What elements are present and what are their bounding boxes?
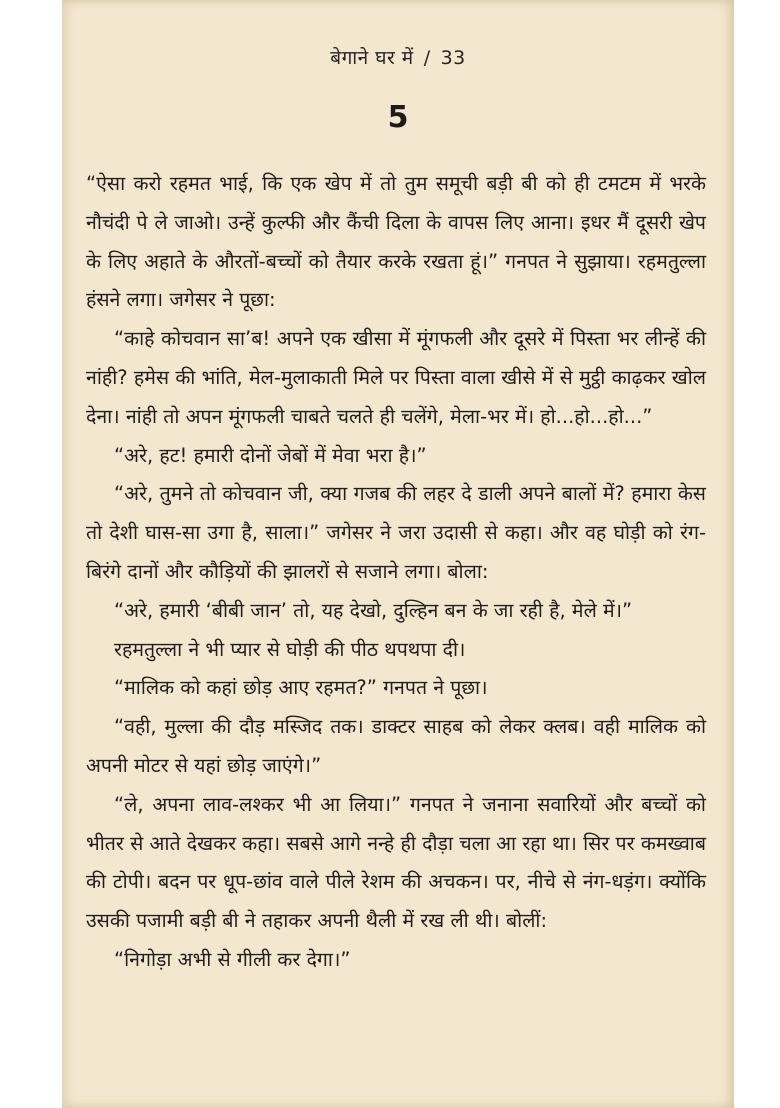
- page-number: 33: [440, 47, 466, 69]
- body-text: [86, 165, 706, 980]
- paragraph: “मालिक को कहां छोड़ आए रहमत?” गनपत ने पूछा।: [114, 676, 488, 700]
- header-separator: /: [423, 47, 431, 69]
- paragraph: रहमतुल्ला ने भी प्यार से घोड़ी की पीठ थपथपा दी।: [114, 637, 466, 661]
- book-title: बेगाने घर में: [330, 47, 414, 69]
- paragraph: “अरे, हट! हमारी दोनों जेबों में मेवा भरा है।”: [114, 443, 427, 467]
- chapter-number: 5: [387, 100, 409, 135]
- paragraph: “वही, मुल्ला की दौड़ मस्जिद तक। डाक्टर साहब को लेकर क्लब। वही मालिक को अपनी मोटर से यहां छोड़ जाएंगे।”: [86, 715, 706, 777]
- paragraph: “अरे, हमारी ‘बीबी जान’ तो, यह देखो, दुल्हिन बन के जा रही है, मेले में।”: [114, 598, 633, 622]
- paragraph: “ऐसा करो रहमत भाई, कि एक खेप में तो तुम समूची बड़ी बी को ही टमटम में भरके नौचंदी पे ले जाओ। उन्हें कुल्फी और कैंची दिला के वापस लिए आना। इधर मैं दूसरी खेप के लिए अहाते के औरतों-बच्चों को तैयार करके रखता हूं।” गनपत ने सुझाया। रहमतुल्ला हंसने लगा। जगेसर ने पूछा:: [86, 172, 706, 312]
- paragraph: “काहे कोचवान सा’ब! अपने एक खीसा में मूंगफली और दूसरे में पिस्ता भर लीन्हें की नांही? हमेस की भांति, मेल-मुलाकाती मिले पर पिस्ता वाला खीसे में से मुट्ठी काढ़कर खोल देना। नांही तो अपन मूंगफली चाबते चलते ही चलेंगे, मेला-भर में। हो...हो...हो...”: [86, 327, 706, 428]
- paragraph: “अरे, तुमने तो कोचवान जी, क्या गजब की लहर दे डाली अपने बालों में? हमारा केस तो देशी घास-सा उगा है, साला।” जगेसर ने जरा उदासी से कहा। और वह घोड़ी को रंग-बिरंगे दानों और कौड़ियों की झालरों से सजाने लगा। बोला:: [86, 482, 706, 583]
- book-page: [62, 0, 734, 1108]
- paragraph: “ले, अपना लाव-लश्कर भी आ लिया।” गनपत ने जनाना सवारियों और बच्चों को भीतर से आते देखकर कहा। सबसे आगे नन्हे ही दौड़ा चला आ रहा था। सिर पर कमख्वाब की टोपी। बदन पर धूप-छांव वाले पीले रेशम की अचकन। पर, नीचे से नंग-धड़ंग। क्योंकि उसकी पजामी बड़ी बी ने तहाकर अपनी थैली में रख ली थी। बोलीं:: [86, 792, 706, 933]
- running-header: [62, 44, 734, 70]
- paragraph: “निगोड़ा अभी से गीली कर देगा।”: [114, 947, 351, 971]
